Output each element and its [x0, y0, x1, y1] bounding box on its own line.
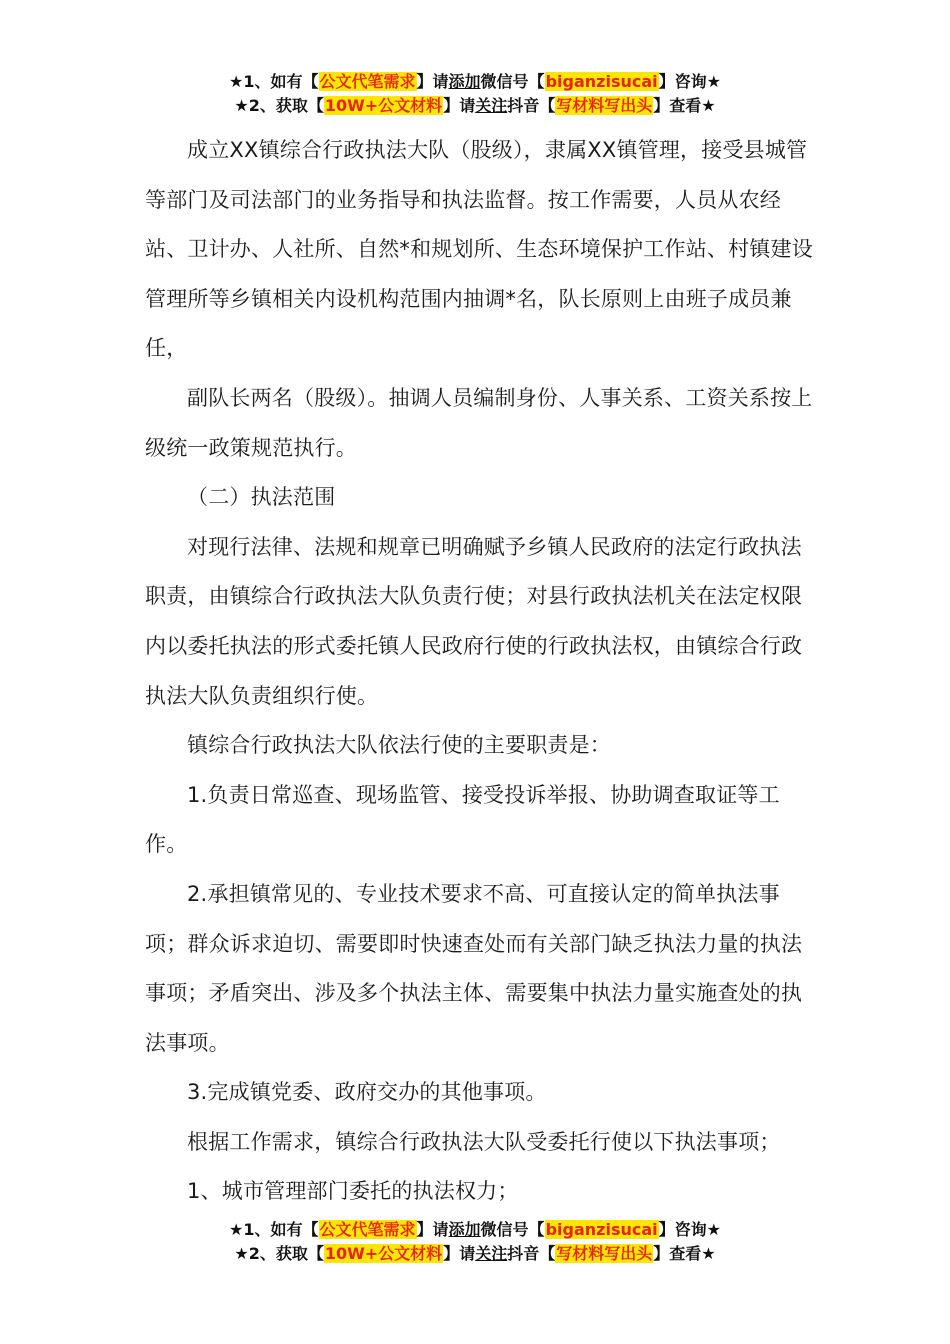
banner-text: 】查看★	[653, 1244, 716, 1263]
paragraph: 对现行法律、法规和规章已明确赋予乡镇人民政府的法定行政执法职责，由镇综合行政执法大队负责行使；对县行政执法机关在法定权限内以委托执法的形式委托镇人民政府行使的行政执法权，由镇综合行政执法大队负责组织行使。	[145, 534, 803, 708]
list-item: 3.完成镇党委、政府交办的其他事项。	[187, 1080, 547, 1105]
paragraph: 成立XX镇综合行政执法大队（股级），隶属XX镇管理，接受县城管等部门及司法部门的业务指导和执法监督。按工作需要，人员从农经站、卫计办、人社所、自然*和规划所、生态环境保护工作站、村镇建设管理所等乡镇相关内设机构范围内抽调*名，队长原则上由班子成员兼任，	[145, 138, 813, 361]
banner-text: 微信号【	[480, 1220, 545, 1239]
banner-text: 】请	[416, 1220, 449, 1239]
banner-text: 抖音【	[507, 96, 556, 115]
list-item: 1、城市管理部门委托的执法权力；	[187, 1179, 519, 1204]
banner-text: 】咨询★	[658, 1220, 721, 1239]
bottom-banner	[0, 1218, 950, 1266]
banner-text: 】查看★	[653, 96, 716, 115]
banner-text: ★1、如有【	[229, 1220, 319, 1239]
list-item: 1.负责日常巡查、现场监管、接受投诉举报、协助调查取证等工作。	[145, 782, 780, 857]
banner-text: 】请	[443, 96, 476, 115]
document-body	[145, 126, 817, 1217]
section-heading: （二）执法范围	[187, 485, 336, 510]
banner-text: 抖音【	[507, 1244, 556, 1263]
banner-highlight: 10W+公文材料	[324, 96, 443, 115]
banner-line-2	[0, 1242, 950, 1266]
paragraph: 副队长两名（股级）。抽调人员编制身份、人事关系、工资关系按上级统一政策规范执行。	[145, 385, 813, 460]
paragraph: 根据工作需求，镇综合行政执法大队受委托行使以下执法事项；	[187, 1129, 781, 1154]
banner-line-1	[0, 70, 950, 94]
top-banner	[0, 70, 950, 118]
banner-highlight: 公文代笔需求	[319, 72, 416, 91]
banner-highlight: 写材料写出头	[556, 1244, 653, 1263]
banner-highlight: 10W+公文材料	[324, 1244, 443, 1263]
banner-text: ★1、如有【	[229, 72, 319, 91]
banner-underline: 关注	[475, 96, 508, 115]
banner-text: 】请	[443, 1244, 476, 1263]
banner-highlight: biganzisucai	[545, 1220, 658, 1239]
banner-text: 】咨询★	[658, 72, 721, 91]
banner-line-2	[0, 94, 950, 118]
list-item: 2.承担镇常见的、专业技术要求不高、可直接认定的简单执法事项；群众诉求迫切、需要即时快速查处而有关部门缺乏执法力量的执法事项；矛盾突出、涉及多个执法主体、需要集中执法力量实施查处的执法事项。	[145, 881, 803, 1055]
banner-underline: 关注	[475, 1244, 508, 1263]
banner-text: 】请	[416, 72, 449, 91]
banner-text: ★2、获取【	[234, 96, 324, 115]
banner-underline: 添加	[448, 1220, 481, 1239]
banner-highlight: biganzisucai	[545, 72, 658, 91]
banner-highlight: 公文代笔需求	[319, 1220, 416, 1239]
paragraph: 镇综合行政执法大队依法行使的主要职责是：	[187, 733, 611, 758]
banner-highlight: 写材料写出头	[556, 96, 653, 115]
banner-text: ★2、获取【	[234, 1244, 324, 1263]
banner-text: 微信号【	[480, 72, 545, 91]
banner-line-1	[0, 1218, 950, 1242]
banner-underline: 添加	[448, 72, 481, 91]
